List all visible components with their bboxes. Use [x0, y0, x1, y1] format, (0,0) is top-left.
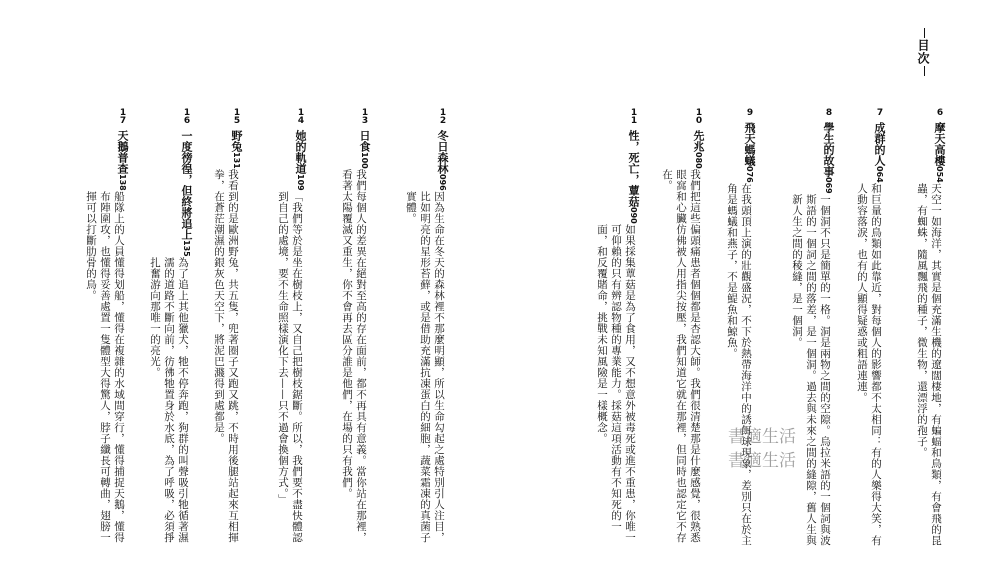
entry-title-text: 學生的故事: [822, 122, 835, 177]
title-rule-top: [924, 28, 925, 38]
entry-page-number: 138: [118, 174, 127, 191]
entry-title-text: 成群的人: [873, 122, 886, 166]
entry-number: 16: [182, 108, 192, 124]
entry-number: 15: [232, 108, 242, 124]
entry-number: 6: [935, 108, 945, 116]
entry-title: [872, 122, 886, 183]
entry-number: 14: [296, 108, 306, 124]
entry-title: [742, 122, 756, 183]
entry-excerpt: 為了追上其他獵犬，牠不停奔跑，狗群的叫聲吸引牠循著濕濡的道路不斷向前，彷彿牠置身於水底，為了呼吸，必須掙扎奮游向那唯一的亮光。: [149, 256, 189, 543]
entry-title: [435, 130, 449, 191]
entry-number: 12: [438, 108, 448, 124]
entry-excerpt: 我們把這些偏頭痛患者個個都是杏認大師。我們很清楚那是什麼感覺，很熟悉眼窩和心臟仿佛被人用指尖按壓，我們知道它就在那裡，但同時也認定它不存在。: [661, 168, 701, 543]
entry-title: [293, 130, 307, 191]
entry-title: [626, 130, 640, 224]
entry-page-number: 064: [875, 166, 884, 183]
entry-title-text: 冬日森林: [436, 130, 449, 174]
entry-number: 11: [629, 108, 639, 124]
entry-title-text: 她的軌道: [294, 130, 307, 174]
entry-title: [179, 130, 193, 257]
entry-page-number: 135: [182, 240, 191, 257]
watermark-line: 書適生活: [728, 427, 796, 447]
entry-page-number: 054: [935, 166, 944, 183]
entry-excerpt: 一個洞不只是簡單的一格。洞是兩物之間的空隙。烏拉米語的一個詞與波斯語的一個詞之間的落差，是一個洞。過去與未來之間的縫隙，舊人生與新人生之間的稜縫，是一個洞。: [791, 193, 831, 546]
entry-number: 8: [824, 108, 834, 116]
entry-page-number: 076: [745, 166, 754, 183]
entry-excerpt: 我們每個人的差異在絕對至高的存在面前，都不再具有意義。當你站在那裡，看著太陽覆滅又重生，你不會再去區分誰是他們，在場的只有我們。: [341, 168, 367, 543]
entry-number: 10: [694, 108, 704, 124]
entry-title-text: 性，死亡，蕈菇: [627, 130, 640, 207]
toc-entry-17[interactable]: [84, 108, 129, 548]
toc-entry-14[interactable]: [276, 108, 307, 548]
entry-title: [932, 122, 946, 183]
entry-excerpt: 「我們等於是坐在樹枝上，又自己把樹枝鋸斷。所以，我們要不盡快體認到自己的處境，要不生命照樣演化下去——只不過會換個方式。」: [277, 190, 303, 543]
toc-entry-16[interactable]: [148, 108, 193, 548]
entry-title: [357, 130, 371, 169]
entry-number: 7: [875, 108, 885, 116]
toc-entry-12[interactable]: [404, 108, 449, 548]
toc-entry-15[interactable]: [212, 108, 243, 548]
right-page: [500, 0, 1000, 567]
entry-excerpt: 船隊上的人員懂得划船，懂得在複雜的水域間穿行，懂得捕捉天鵝，懂得布陣圍攻，也懂得妥善處置一隻體型大得驚人，脖子纖長可轉曲，翅膀一揮可以打斷肋骨的鳥。: [85, 190, 125, 543]
entry-page-number: 090: [629, 207, 638, 224]
entry-title-text: 先兆: [692, 130, 705, 152]
toc-entry-10[interactable]: [660, 108, 705, 548]
entry-excerpt: 天空一如海洋，其實是個充滿生機的遼闊棲地，有蝙蝠和鳥類，有會飛的昆蟲，有蜘蛛，隨風飄飛的種子，微生物，還漂浮的孢子。: [916, 182, 942, 546]
entry-number: 13: [360, 108, 370, 124]
toc-title-block: [910, 28, 940, 76]
entry-title-text: 天鵝普查: [116, 130, 129, 174]
toc-entry-11[interactable]: [595, 108, 640, 548]
toc-title: 目次: [916, 39, 930, 65]
entry-title-text: 一度徬徨，但終將追上: [180, 130, 193, 240]
title-rule-bottom: [924, 66, 925, 76]
toc-entry-8[interactable]: [790, 108, 835, 548]
entry-page-number: 109: [296, 174, 305, 191]
entry-number: 17: [118, 108, 128, 124]
toc-entry-9[interactable]: [725, 108, 756, 548]
entry-page-number: 080: [694, 152, 703, 169]
entry-page-number: 096: [438, 174, 447, 191]
entry-title-text: 摩天高樓: [933, 122, 946, 166]
entry-excerpt: 如果採集蕈菇是為了食用，又不想意外被毒死或進不重患，你唯一可仰賴的只有辨認物種的專業能力。採菇這項活動有不知死的一面，和反覆賭命，挑戰未知風險是一樣概念。: [596, 223, 636, 543]
entry-excerpt: 因為生命在冬天的森林裡不那麼明顯，所以生命勾起之處特別引人注目，比如明亮的星形苔蘚，或是借助充滿抗凍蛋白的細胞，蔬菜霜凍的真菌子實體。: [405, 190, 445, 543]
entry-excerpt: 在我頭頂上演的壯觀盛況，不下於熱帶海洋中的誘餌球現象，差別只在於主角是螞蟻和燕子，不是鯷魚和鯨魚。: [726, 182, 752, 546]
toc-entry-13[interactable]: [340, 108, 371, 548]
entry-title: [691, 130, 705, 169]
entry-number: 9: [745, 108, 755, 116]
entry-title: [229, 130, 243, 169]
entry-excerpt: 和巨量的鳥類如此靠近，對每個人的影響都不太相同：有的人樂得大笑，有人動容落淚，也有的人顯得疑惑或粗語連連。: [856, 182, 882, 546]
entry-page-number: 069: [824, 177, 833, 194]
entry-title-text: 野兔: [230, 130, 243, 152]
entry-title-text: 飛天螞蟻: [743, 122, 756, 166]
entry-title-text: 日食: [358, 130, 371, 152]
entry-excerpt: 我看到的是歐洲野兔，共五隻，兜著圈子又跑又跳，不時用後腿站起來互相揮拳，在蒼茫潮濕的銀灰色天空下，將泥巴濺得到處都是。: [213, 168, 239, 543]
watermark-line: 書適生活: [728, 451, 796, 471]
entry-page-number: 100: [360, 152, 369, 169]
entry-title: [821, 122, 835, 194]
toc-entry-6[interactable]: [915, 108, 946, 548]
toc-entry-7[interactable]: [855, 108, 886, 548]
entry-title: [115, 130, 129, 191]
entry-page-number: 131: [232, 152, 241, 169]
